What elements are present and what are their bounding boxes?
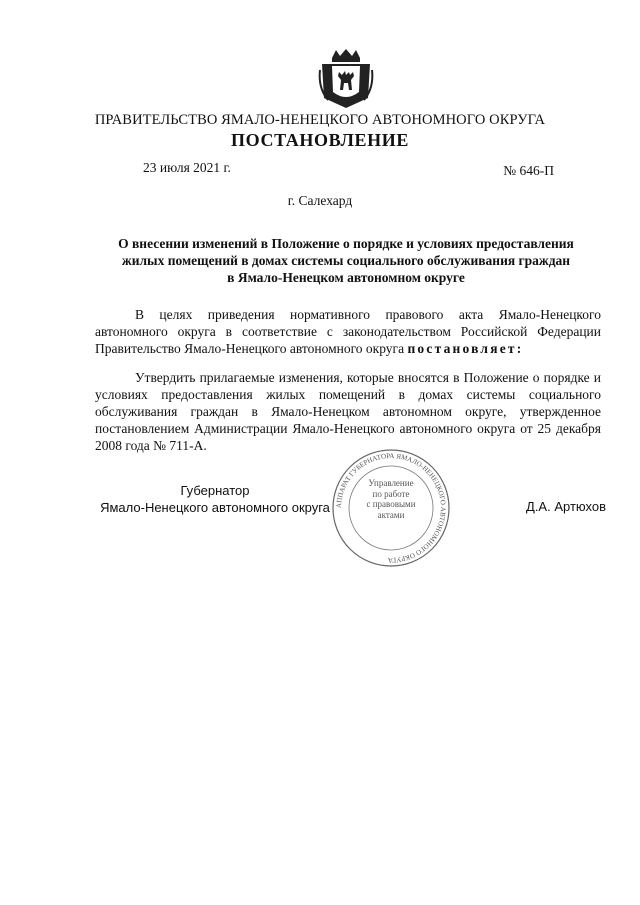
resolution-paragraph: Утвердить прилагаемые изменения, которые вносятся в Положение о порядке и условиях предоставления жилых помещений в домах системы социального обслуживания граждан в Ямало-Ненецком автономном округе, утвержденное постановлением Администрации Ямало-Ненецкого автономного округа от 25 декабря 2008 года № 711-А. <box>95 370 601 453</box>
subject-line: жилых помещений в домах системы социального обслуживания граждан <box>121 253 571 268</box>
signatory-title-line: Ямало-Ненецкого автономного округа <box>100 500 330 515</box>
document-number: № 646-П <box>503 163 554 178</box>
subject-line: в Ямало-Ненецком автономном округе <box>227 270 465 285</box>
stamp-center-text <box>350 478 432 520</box>
stamp-center-line: актами <box>377 509 405 520</box>
preamble-text: В целях приведения нормативного правового акта Ямало-Ненецкого автономного округа в соответствие с законодательством Российской Федерации Правительство Ямало-Ненецкого автономного округа <box>95 307 601 356</box>
signatory-title-line: Губернатор <box>180 483 250 498</box>
signatory-title <box>95 482 335 516</box>
subject-line: О внесении изменений в Положение о порядке и условиях предоставления <box>118 236 574 251</box>
document-type: ПОСТАНОВЛЕНИЕ <box>231 130 409 150</box>
stamp-ring-text: АППАРАТ ГУБЕРНАТОРА ЯМАЛО-НЕНЕЦКОГО АВТОНОМНОГО ОКРУГА <box>334 451 448 565</box>
document-subject <box>92 235 600 286</box>
coat-of-arms-icon <box>318 48 374 110</box>
stamp-center-line: с правовыми <box>366 499 416 509</box>
organization-name: ПРАВИТЕЛЬСТВО ЯМАЛО-НЕНЕЦКОГО АВТОНОМНОГО ОКРУГА <box>94 112 546 128</box>
preamble-paragraph <box>95 306 601 357</box>
stamp-center-line: по работе <box>372 488 410 499</box>
document-city: г. Салехард <box>287 193 353 208</box>
document-date: 23 июля 2021 г. <box>143 160 231 175</box>
signatory-name: Д.А. Артюхов <box>526 499 606 514</box>
stamp-center-line: Управление <box>368 478 414 488</box>
decree-word: постановляет: <box>407 341 524 356</box>
